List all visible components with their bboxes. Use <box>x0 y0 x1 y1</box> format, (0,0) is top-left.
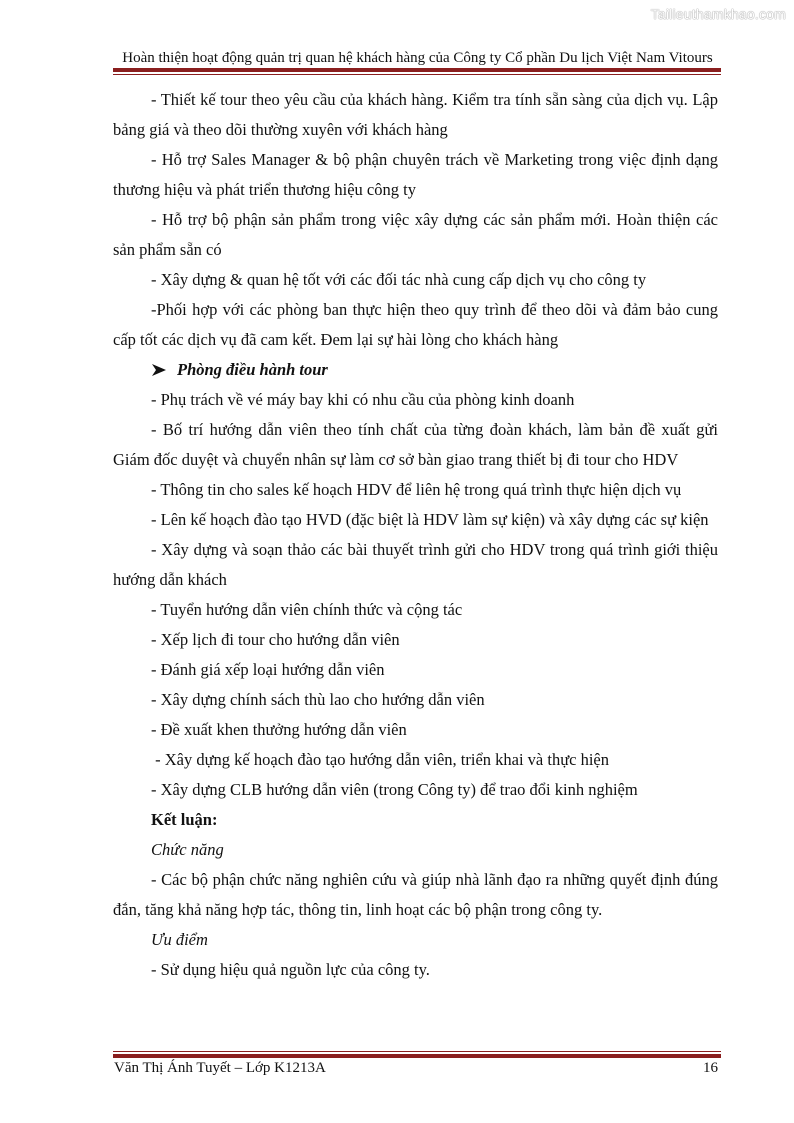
section-heading <box>113 355 718 385</box>
paragraph: - Các bộ phận chức năng nghiên cứu và giúp nhà lãnh đạo ra những quyết định đúng đắn, tăng khả năng hợp tác, thông tin, linh hoạt các bộ phận trong công ty. <box>113 870 718 919</box>
paragraph: - Xếp lịch đi tour cho hướng dẫn viên <box>151 630 400 649</box>
paragraph: - Sử dụng hiệu quả nguồn lực của công ty. <box>151 960 430 979</box>
header-rule-thin <box>113 74 721 75</box>
paragraph: - Tuyển hướng dẫn viên chính thức và cộng tác <box>151 600 463 619</box>
running-header: Hoàn thiện hoạt động quản trị quan hệ khách hàng của Công ty Cổ phần Du lịch Việt Nam Vitours <box>122 50 713 66</box>
paragraph: - Đánh giá xếp loại hướng dẫn viên <box>151 660 385 679</box>
page-number: 16 <box>703 1060 718 1076</box>
paragraph: - Thiết kế tour theo yêu cầu của khách hàng. Kiểm tra tính sẵn sàng của dịch vụ. Lập bảng giá và theo dõi thường xuyên với khách hàng <box>113 90 718 139</box>
paragraph: - Xây dựng và soạn thảo các bài thuyết trình gửi cho HDV trong quá trình giới thiệu hướng dẫn khách <box>113 540 718 589</box>
paragraph: - Phụ trách về vé máy bay khi có nhu cầu của phòng kinh doanh <box>151 390 575 409</box>
arrow-bullet-icon <box>151 363 167 377</box>
paragraph: - Bố trí hướng dẫn viên theo tính chất của từng đoàn khách, làm bản đề xuất gửi Giám đốc duyệt và chuyển nhân sự làm cơ sở bàn giao trang thiết bị đi tour cho HDV <box>113 420 718 469</box>
watermark-text: Tailieuthamkhao.com <box>650 6 786 22</box>
function-heading: Chức năng <box>151 840 224 859</box>
paragraph: - Hỗ trợ Sales Manager & bộ phận chuyên trách về Marketing trong việc định dạng thương hiệu và phát triển thương hiệu công ty <box>113 150 718 199</box>
paragraph: -Phối hợp với các phòng ban thực hiện theo quy trình để theo dõi và đảm bảo cung cấp tốt các dịch vụ đã cam kết. Đem lại sự hài lòng cho khách hàng <box>113 300 718 349</box>
paragraph: - Đề xuất khen thưởng hướng dẫn viên <box>151 720 407 739</box>
footer-rule <box>113 1054 721 1058</box>
paragraph: - Thông tin cho sales kế hoạch HDV để liên hệ trong quá trình thực hiện dịch vụ <box>151 480 682 499</box>
page-body <box>113 85 718 985</box>
advantage-heading: Ưu điểm <box>151 930 208 949</box>
paragraph: - Xây dựng CLB hướng dẫn viên (trong Công ty) để trao đổi kinh nghiệm <box>151 780 638 799</box>
paragraph: - Xây dựng chính sách thù lao cho hướng dẫn viên <box>151 690 485 709</box>
paragraph: - Xây dựng & quan hệ tốt với các đối tác nhà cung cấp dịch vụ cho công ty <box>151 270 647 289</box>
section-title: Phòng điều hành tour <box>177 360 328 379</box>
header-rule <box>113 68 721 72</box>
paragraph: - Hỗ trợ bộ phận sản phẩm trong việc xây dựng các sản phẩm mới. Hoàn thiện các sản phẩm sẵn có <box>113 210 718 259</box>
paragraph: - Xây dựng kế hoạch đào tạo hướng dẫn viên, triển khai và thực hiện <box>151 750 610 769</box>
paragraph: - Lên kế hoạch đào tạo HVD (đặc biệt là HDV làm sự kiện) và xây dựng các sự kiện <box>151 510 709 529</box>
conclusion-heading: Kết luận: <box>151 810 218 829</box>
footer-rule-thin <box>113 1051 721 1052</box>
footer-author: Văn Thị Ánh Tuyết – Lớp K1213A <box>114 1060 326 1076</box>
